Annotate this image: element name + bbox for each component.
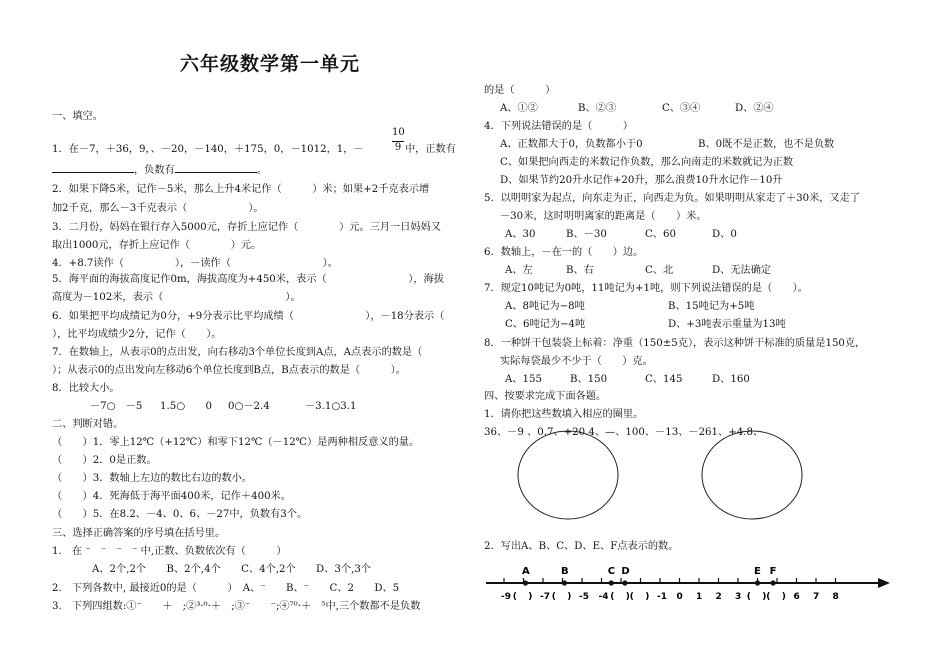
number-line-point xyxy=(523,580,528,585)
choice-q3-option: D、②④ xyxy=(735,103,774,114)
number-line-tick-label: -7 xyxy=(540,592,550,602)
choice-q6: 6．数轴上，－在一的（ ）边。 xyxy=(484,247,644,258)
choice-q5-option: B、－30 xyxy=(566,229,607,240)
number-line-tick-label: 8 xyxy=(832,592,839,602)
number-line-point-label: F xyxy=(769,566,777,577)
answer-circles xyxy=(510,430,810,530)
number-line-tick-label: ( xyxy=(766,592,771,602)
compare-item: 1.5○ 0 xyxy=(160,401,212,412)
number-line-tick-label: 1 xyxy=(696,592,703,602)
choice-q7: 7．规定10吨记为0吨，11吨记为+1吨，则下列说法错误的是（ ）。 xyxy=(484,283,808,294)
choice-q3: 3. 下列四组数:①⁻ ＋ ;②³·⁰·＋ ;③⁻ ⁻;④⁷⁰·＋ ⁵中,三个数都不是负数 xyxy=(52,601,421,612)
number-line-tick-label: 0 xyxy=(676,592,683,602)
choice-q3-option: A、①② xyxy=(500,103,538,114)
fill-circles-question: 1．请你把这些数填入相应的圈里。 xyxy=(484,409,644,420)
q1-line-c xyxy=(52,162,267,177)
q1-fraction-numerator: 10 xyxy=(392,127,405,138)
choice-q6-option: D、无法确定 xyxy=(712,265,772,276)
q1-line-a: 1．在－7，＋36，9，、－20，－140，＋175，0，－1012，1，－ xyxy=(52,144,364,155)
number-line-point xyxy=(755,580,760,585)
number-line-point-label: D xyxy=(621,566,630,577)
number-line-tick-label: 7 xyxy=(813,592,820,602)
number-line-tick-label: ) xyxy=(567,592,572,602)
choice-q5-a: 5．以明明家为起点，向东走为正，向西走为负。如果明明从家走了＋30米，又走了 xyxy=(484,193,861,204)
number-line-tick-label: ) xyxy=(625,592,630,602)
number-line-point-label: E xyxy=(754,566,761,577)
choice-q4-option: B、0既不是正数，也不是负数 xyxy=(698,139,835,150)
q7-line-b: ）；从表示0的点出发向左移动6个单位长度到B点，B点表示的数是（ ）。 xyxy=(52,365,406,376)
number-line xyxy=(480,558,900,608)
choice-q3-option: B、②③ xyxy=(578,103,617,114)
choice-q8-option: A、155 xyxy=(505,374,542,385)
number-line-tick-label: -5 xyxy=(579,592,589,602)
judge-item: （ ）1．零上12℃（+12℃）和零下12℃（－12℃）是两种相反意义的量。 xyxy=(52,437,420,448)
q4-line: 4．+8.7读作（ ），－读作（ ）。 xyxy=(52,258,338,269)
choice-q3-option: C、③④ xyxy=(662,103,701,114)
choice-q8-a: 8．一种饼干包装袋上标着：净重（150±5克），表示这种饼干标准的质量是150克， xyxy=(484,338,866,349)
q2-line-a: 2．如果下降5米，记作－5米，那么上升4米记作（ ）米；如果+2千克表示增 xyxy=(52,184,430,195)
judge-item: （ ）5．在8.2、－4、0、6、－27中，负数有3个。 xyxy=(52,509,308,520)
number-line-tick-label: 3 xyxy=(735,592,742,602)
number-line-tick-label: ) xyxy=(645,592,650,602)
choice-q5-b: －30米，这时明明离家的距离是（ ）米。 xyxy=(500,211,707,222)
number-line-point xyxy=(622,580,627,585)
choice-q8-option: D、160 xyxy=(712,374,750,385)
number-line-tick-label: 2 xyxy=(715,592,722,602)
section-2-heading: 二、判断对错。 xyxy=(52,419,124,430)
section-3-heading: 三、选择正确答案的序号填在括号里。 xyxy=(52,528,226,539)
choice-q4: 4．下列说法错误的是（ ） xyxy=(484,121,634,132)
q1-line-b: 中，正数有 xyxy=(405,144,456,155)
choice-q2: 2. 下列各数中, 最接近0的是（ ） A、⁻ B、⁻ C、2 D、5 xyxy=(52,583,400,594)
q3-line-a: 3．二月份，妈妈在银行存入5000元，存折上应记作（ ）元。三月一日妈妈又 xyxy=(52,222,441,233)
choice-q8-option: B、150 xyxy=(570,374,608,385)
number-line-tick-label: ) xyxy=(781,592,786,602)
number-line-tick-label: -9 xyxy=(501,592,511,602)
number-line-tick-label: ( xyxy=(551,592,556,602)
positive-numbers-circle[interactable] xyxy=(518,431,618,519)
choice-q4-option: C、如果把向西走的米数记作负数，那么向南走的米数就记为正数 xyxy=(500,157,794,168)
number-line-tick-label: -4 xyxy=(598,592,609,602)
q1-fraction-denominator: 9 xyxy=(394,142,402,153)
choice-q1-options: A、2个,2个 B、2个,4个 C、4个,2个 D、3个,3个 xyxy=(92,564,371,575)
choice-q5-option: A、30 xyxy=(505,229,536,240)
q1-end: 。 xyxy=(256,165,267,176)
choice-q4-option: D、如果节约20升水记作+20升，那么浪费10升水记作－10升 xyxy=(500,175,783,186)
choice-q8-b: 实际每袋最少不少于（ ）克。 xyxy=(500,356,653,367)
judge-item: （ ）2．0是正数。 xyxy=(52,455,157,466)
q5-line-b: 高度为－102米，表示（ ）。 xyxy=(52,292,301,303)
number-line-tick-label: ) xyxy=(762,592,767,602)
section-1-heading: 一、填空。 xyxy=(52,111,103,122)
number-line-point-label: B xyxy=(560,566,569,577)
number-line-tick-label: 6 xyxy=(793,592,800,602)
number-line-tick-label: -1 xyxy=(657,592,667,602)
choice-q7-option: C、6吨记为−4吨 xyxy=(505,319,586,330)
number-line-question: 2．写出A、B、C、D、E、F点表示的数。 xyxy=(484,541,679,552)
answer-blank[interactable] xyxy=(175,162,257,173)
choice-q7-option: D、+3吨表示重量为13吨 xyxy=(668,319,786,330)
choice-q5-option: D、0 xyxy=(712,229,737,240)
number-line-point-label: A xyxy=(521,566,530,577)
page-title: 六年级数学第一单元 xyxy=(180,53,361,75)
negative-numbers-circle[interactable] xyxy=(702,431,802,519)
choice-q7-option: A、8吨记为−8吨 xyxy=(505,301,585,312)
number-line-point xyxy=(771,580,776,585)
q8-line: 8．比较大小。 xyxy=(52,383,120,394)
number-line-tick-label: ( xyxy=(629,592,634,602)
number-line-arrow xyxy=(878,578,890,588)
section-4-heading: 四、按要求完成下面各题。 xyxy=(484,391,607,402)
number-line-point xyxy=(562,580,567,585)
q2-line-b: 加2千克，那么－3千克表示（ ）。 xyxy=(52,203,264,214)
number-line-tick-label: ( xyxy=(746,592,751,602)
q5-line-a: 5．海平面的海拔高度记作0m，海拔高度为+450米，表示（ ），海拔 xyxy=(52,274,444,285)
number-line-tick-label: ( xyxy=(512,592,517,602)
choice-q6-option: A、左 xyxy=(505,265,533,276)
q6-line-b: ），比平均成绩少2分，记作（ ）。 xyxy=(52,329,222,340)
choice-q6-option: C、北 xyxy=(645,265,674,276)
number-line-tick-label: ( xyxy=(610,592,615,602)
q3-line-b: 取出1000元，存折上应记作（ ）元。 xyxy=(52,240,262,251)
q6-line-a: 6．如果把平均成绩记为0分，+9分表示比平均成绩（ ），－18分表示（ xyxy=(52,311,445,322)
number-line-tick-label: ) xyxy=(528,592,533,602)
q1-negatives-label: ，负数有 xyxy=(134,165,175,176)
compare-item: 0○－2.4 xyxy=(228,401,270,412)
choice-q5-option: C、60 xyxy=(645,229,676,240)
choice-q4-option: A、正数都大于0，负数都小于0 xyxy=(500,139,643,150)
number-line-point xyxy=(609,580,614,585)
compare-item: －3.1○3.1 xyxy=(305,401,357,412)
q7-line-a: 7．在数轴上，从表示0的点出发，向右移动3个单位长度到A点，A点表示的数是（ xyxy=(52,347,423,358)
judge-item: （ ）3．数轴上左边的数比右边的数小。 xyxy=(52,473,253,484)
choice-q3-continued: 的是（ ） xyxy=(484,85,556,96)
choice-q6-option: B、右 xyxy=(566,265,594,276)
judge-item: （ ）4．死海低于海平面400米，记作＋400米。 xyxy=(52,491,291,502)
number-list: 36、－9 、0.7、+20.4、—、100、－13、－261、+4.8、 xyxy=(484,427,764,438)
answer-blank[interactable] xyxy=(52,162,134,173)
choice-q8-option: C、145 xyxy=(645,374,683,385)
choice-q1: 1. 在 ⁻ ⁻ ⁻ ⁻ 中,正数、负数依次有（ ） xyxy=(52,546,287,557)
choice-q7-option: B、15吨记为+5吨 xyxy=(668,301,755,312)
compare-item: －7○ －5 xyxy=(90,401,143,412)
number-line-point-label: C xyxy=(607,566,616,577)
